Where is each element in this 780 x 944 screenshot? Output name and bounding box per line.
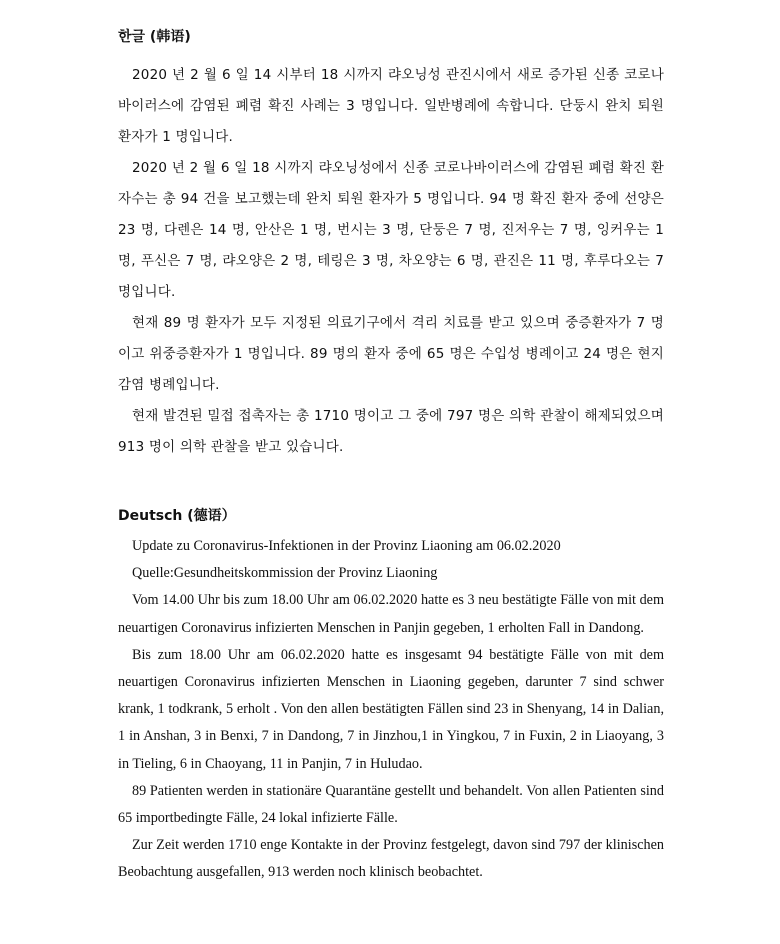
german-source-line: Quelle:Gesundheitskommission der Provinz Liaoning	[132, 565, 438, 582]
german-title-line: Update zu Coronavirus-Infektionen in der Provinz Liaoning am 06.02.2020	[132, 538, 561, 554]
korean-heading: 한글 (韩语)	[118, 29, 191, 45]
korean-section	[118, 26, 664, 463]
korean-paragraph-2: 2020 년 2 월 6 일 18 시까지 랴오닝성에서 신종 코로나바이러스에 감염된 폐렴 확진 환자수는 총 94 건을 보고했는데 완치 퇴원 환자가 5 명입니다. 94 명 확진 환자 중에 선양은 23 명, 다렌은 14 명, 안산은 1 명, 번시는 3 명, 단둥은 7 명, 진저우는 7 명, 잉커우는 1 명, 푸신은 7 명, 랴오양은 2 명, 테링은 3 명, 차오양는 6 명, 관진은 11 명, 후루다오는 7 명입니다.	[118, 160, 664, 300]
german-paragraph-1: Vom 14.00 Uhr bis zum 18.00 Uhr am 06.02.2020 hatte es 3 neu bestätigte Fälle von mit dem neuartigen Coronavirus infizierten Menschen in Panjin gegeben, 1 erholten Fall in Dandong.	[118, 592, 664, 636]
document-page	[118, 20, 664, 887]
german-heading: Deutsch (德语）	[118, 508, 236, 524]
german-paragraph-2: Bis zum 18.00 Uhr am 06.02.2020 hatte es insgesamt 94 bestätigte Fälle von mit dem neuartigen Coronavirus infizierten Menschen in Liaoning gegeben, darunter 7 sind schwer krank, 1 todkrank, 5 erholt . Von den allen bestätigten Fällen sind 23 in Shenyang, 14 in Dalian, 1 in Anshan, 3 in Benxi, 7 in Dandong, 7 in Jinzhou,1 in Yingkou, 7 in Fuxin, 2 in Liaoyang, 3 in Tieling, 6 in Chaoyang, 11 in Panjin, 7 in Huludao.	[118, 646, 664, 772]
german-paragraph-4: Zur Zeit werden 1710 enge Kontakte in der Provinz festgelegt, davon sind 797 der klinischen Beobachtung ausgefallen, 913 werden noch klinisch beobachtet.	[118, 837, 664, 881]
korean-paragraph-4: 현재 발견된 밀접 접촉자는 총 1710 명이고 그 중에 797 명은 의학 관찰이 해제되었으며 913 명이 의학 관찰을 받고 있습니다.	[118, 408, 664, 455]
korean-paragraph-3: 현재 89 명 환자가 모두 지정된 의료기구에서 격리 치료를 받고 있으며 중증환자가 7 명이고 위중증환자가 1 명입니다. 89 명의 환자 중에 65 명은 수입성 병례이고 24 명은 현지 감염 병례입니다.	[118, 315, 664, 393]
german-paragraph-3: 89 Patienten werden in stationäre Quarantäne gestellt und behandelt. Von allen Patienten sind 65 importbedingte Fälle, 24 lokal infizierte Fälle.	[118, 782, 664, 827]
german-section	[118, 505, 664, 887]
korean-paragraph-1: 2020 년 2 월 6 일 14 시부터 18 시까지 랴오닝성 관진시에서 새로 증가된 신종 코로나바이러스에 감염된 폐렴 확진 사례는 3 명입니다. 일반병례에 속합니다. 단둥시 완치 퇴원 환자가 1 명입니다.	[118, 67, 664, 145]
